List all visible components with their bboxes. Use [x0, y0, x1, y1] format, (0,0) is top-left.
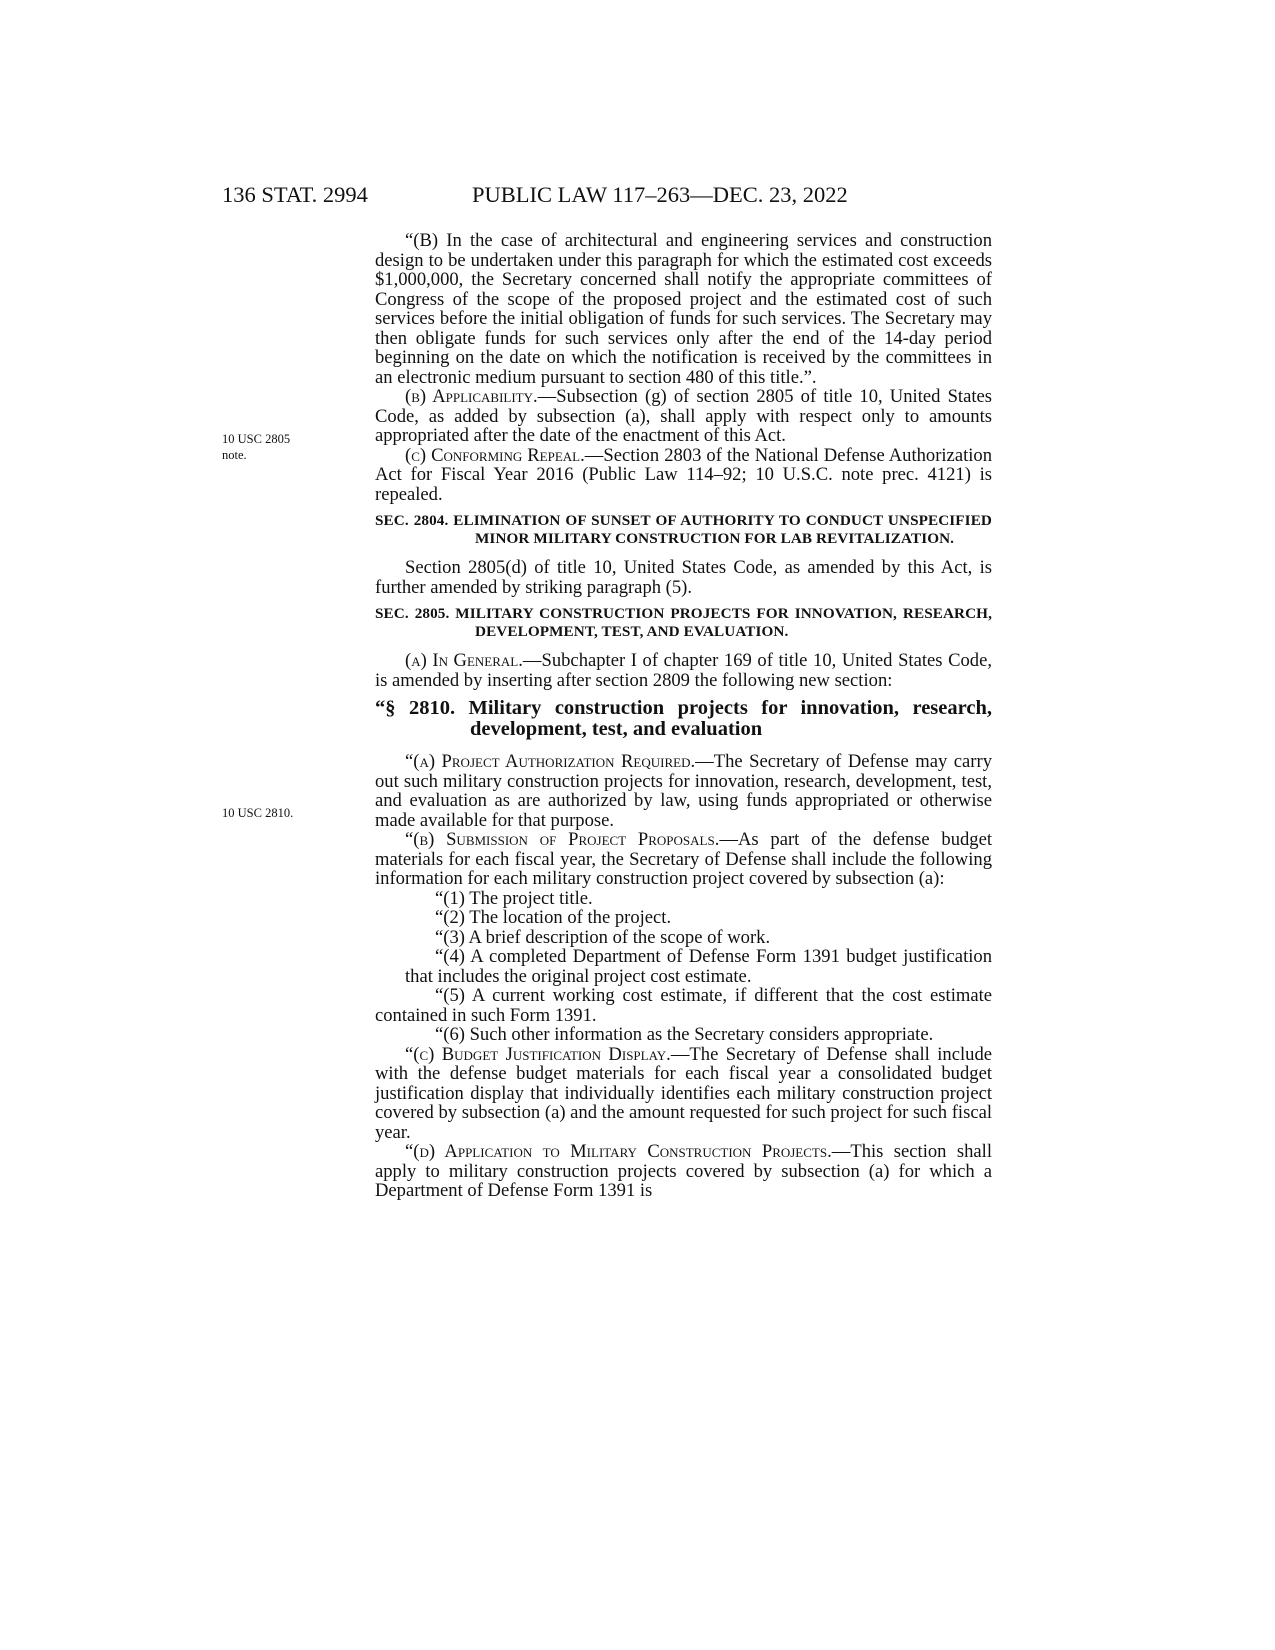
in-general-text: —Subchapter I of chapter 169 of title 10, United States Code, is amended by inserting after section 2809 the following new section:: [375, 650, 992, 691]
document-body: [375, 231, 992, 1201]
subsection-b: [375, 830, 992, 889]
subsection-d-text: —This section shall apply to military construction projects covered by subsection (a) for which a Department of Defense Form 1391 is: [375, 1141, 993, 1201]
list-item: “(6) Such other information as the Secretary considers appropriate.: [435, 1024, 934, 1045]
conforming-heading: (c) Conforming Repeal.: [405, 444, 585, 466]
stat-page-number: 136 STAT. 2994: [222, 182, 368, 207]
section-2805-heading: SEC. 2805. MILITARY CONSTRUCTION PROJECTS FOR INNOVATION, RESEARCH, DEVELOPMENT, TEST, AND EVALUATION.: [375, 605, 992, 640]
list-item: “(3) A brief description of the scope of work.: [435, 926, 771, 948]
margin-note-citation: 10 USC 2810.: [222, 806, 294, 820]
subsection-c-heading: “(c) Budget Justification Display.: [405, 1043, 671, 1065]
subsection-a: [375, 752, 992, 830]
section-2805-a: [375, 651, 992, 690]
section-2804-heading: SEC. 2804. ELIMINATION OF SUNSET OF AUTHORITY TO CONDUCT UNSPECIFIED MINOR MILITARY CONSTRUCTION FOR LAB REVITALIZATION.: [375, 512, 992, 547]
conforming-text: —Section 2803 of the National Defense Authorization Act for Fiscal Year 2016 (Public Law 114–92; 10 U.S.C. note prec. 4121) is repealed.: [375, 444, 992, 505]
paragraph-applicability: [375, 387, 992, 446]
paragraph-b-quote: “(B) In the case of architectural and engineering services and construction design to be undertaken under this paragraph for which the estimated cost exceeds $1,000,000, the Secretary concerned shall notify the appropriate committees of Congress of the scope of the proposed project and the estimated cost of such services before the initial obligation of funds for such services. The Secretary may then obligate funds for such services only after the end of the 14-day period beginning on the date on which the notification is received by the committees in an electronic medium pursuant to section 480 of this title.”.: [375, 230, 992, 388]
section-2804-text: Section 2805(d) of title 10, United States Code, as amended by this Act, is further amended by striking paragraph (5).: [375, 557, 992, 598]
in-general-heading: (a) In General.: [405, 650, 523, 671]
margin-note-citation: 10 USC 2805: [222, 432, 291, 446]
margin-note-suffix: note.: [222, 448, 247, 462]
list-item: “(2) The location of the project.: [435, 907, 672, 928]
subsection-c-text: —The Secretary of Defense shall include with the defense budget materials for each fiscal year a consolidated budget justification display that individually identifies each military construction project covered by subsection (a) and the amount requested for such project for such fiscal year.: [375, 1043, 992, 1143]
margin-note-2810: [222, 805, 332, 821]
subsection-d: [375, 1142, 992, 1201]
subsection-a-text: —The Secretary of Defense may carry out such military construction projects for innovation, research, development, test, and evaluation as are authorized by law, using funds appropriated or otherwise made available for that purpose.: [375, 751, 992, 831]
list-item: “(4) A completed Department of Defense Form 1391 budget justification that includes the original project cost estimate.: [405, 946, 992, 987]
page-header: [222, 182, 992, 214]
list-item: “(5) A current working cost estimate, if different that the cost estimate contained in such Form 1391.: [375, 985, 992, 1026]
paragraph-conforming-repeal: [375, 446, 992, 505]
public-law-title: PUBLIC LAW 117–263—DEC. 23, 2022: [472, 182, 848, 207]
applicability-text: —Subsection (g) of section 2805 of title 10, United States Code, as added by subsection (a), shall apply with respect only to amounts appropriated after the date of the enactment of this Act.: [375, 386, 992, 446]
margin-note-2805: [222, 431, 332, 463]
applicability-heading: (b) Applicability.: [405, 386, 538, 407]
subsection-d-heading: “(d) Application to Military Construction Projects.: [405, 1141, 832, 1162]
subsection-b-heading: “(b) Submission of Project Proposals.: [405, 829, 720, 850]
subsection-b-text: —As part of the defense budget materials for each fiscal year, the Secretary of Defense shall include the following information for each military construction project covered by subsection (a):: [375, 829, 992, 889]
new-section-2810-heading: “§ 2810. Military construction projects for innovation, research, development, test, and evaluation: [375, 697, 992, 740]
subsection-a-heading: “(a) Project Authorization Required.: [405, 751, 696, 772]
subsection-c: [375, 1045, 992, 1143]
list-item: “(1) The project title.: [435, 887, 593, 909]
